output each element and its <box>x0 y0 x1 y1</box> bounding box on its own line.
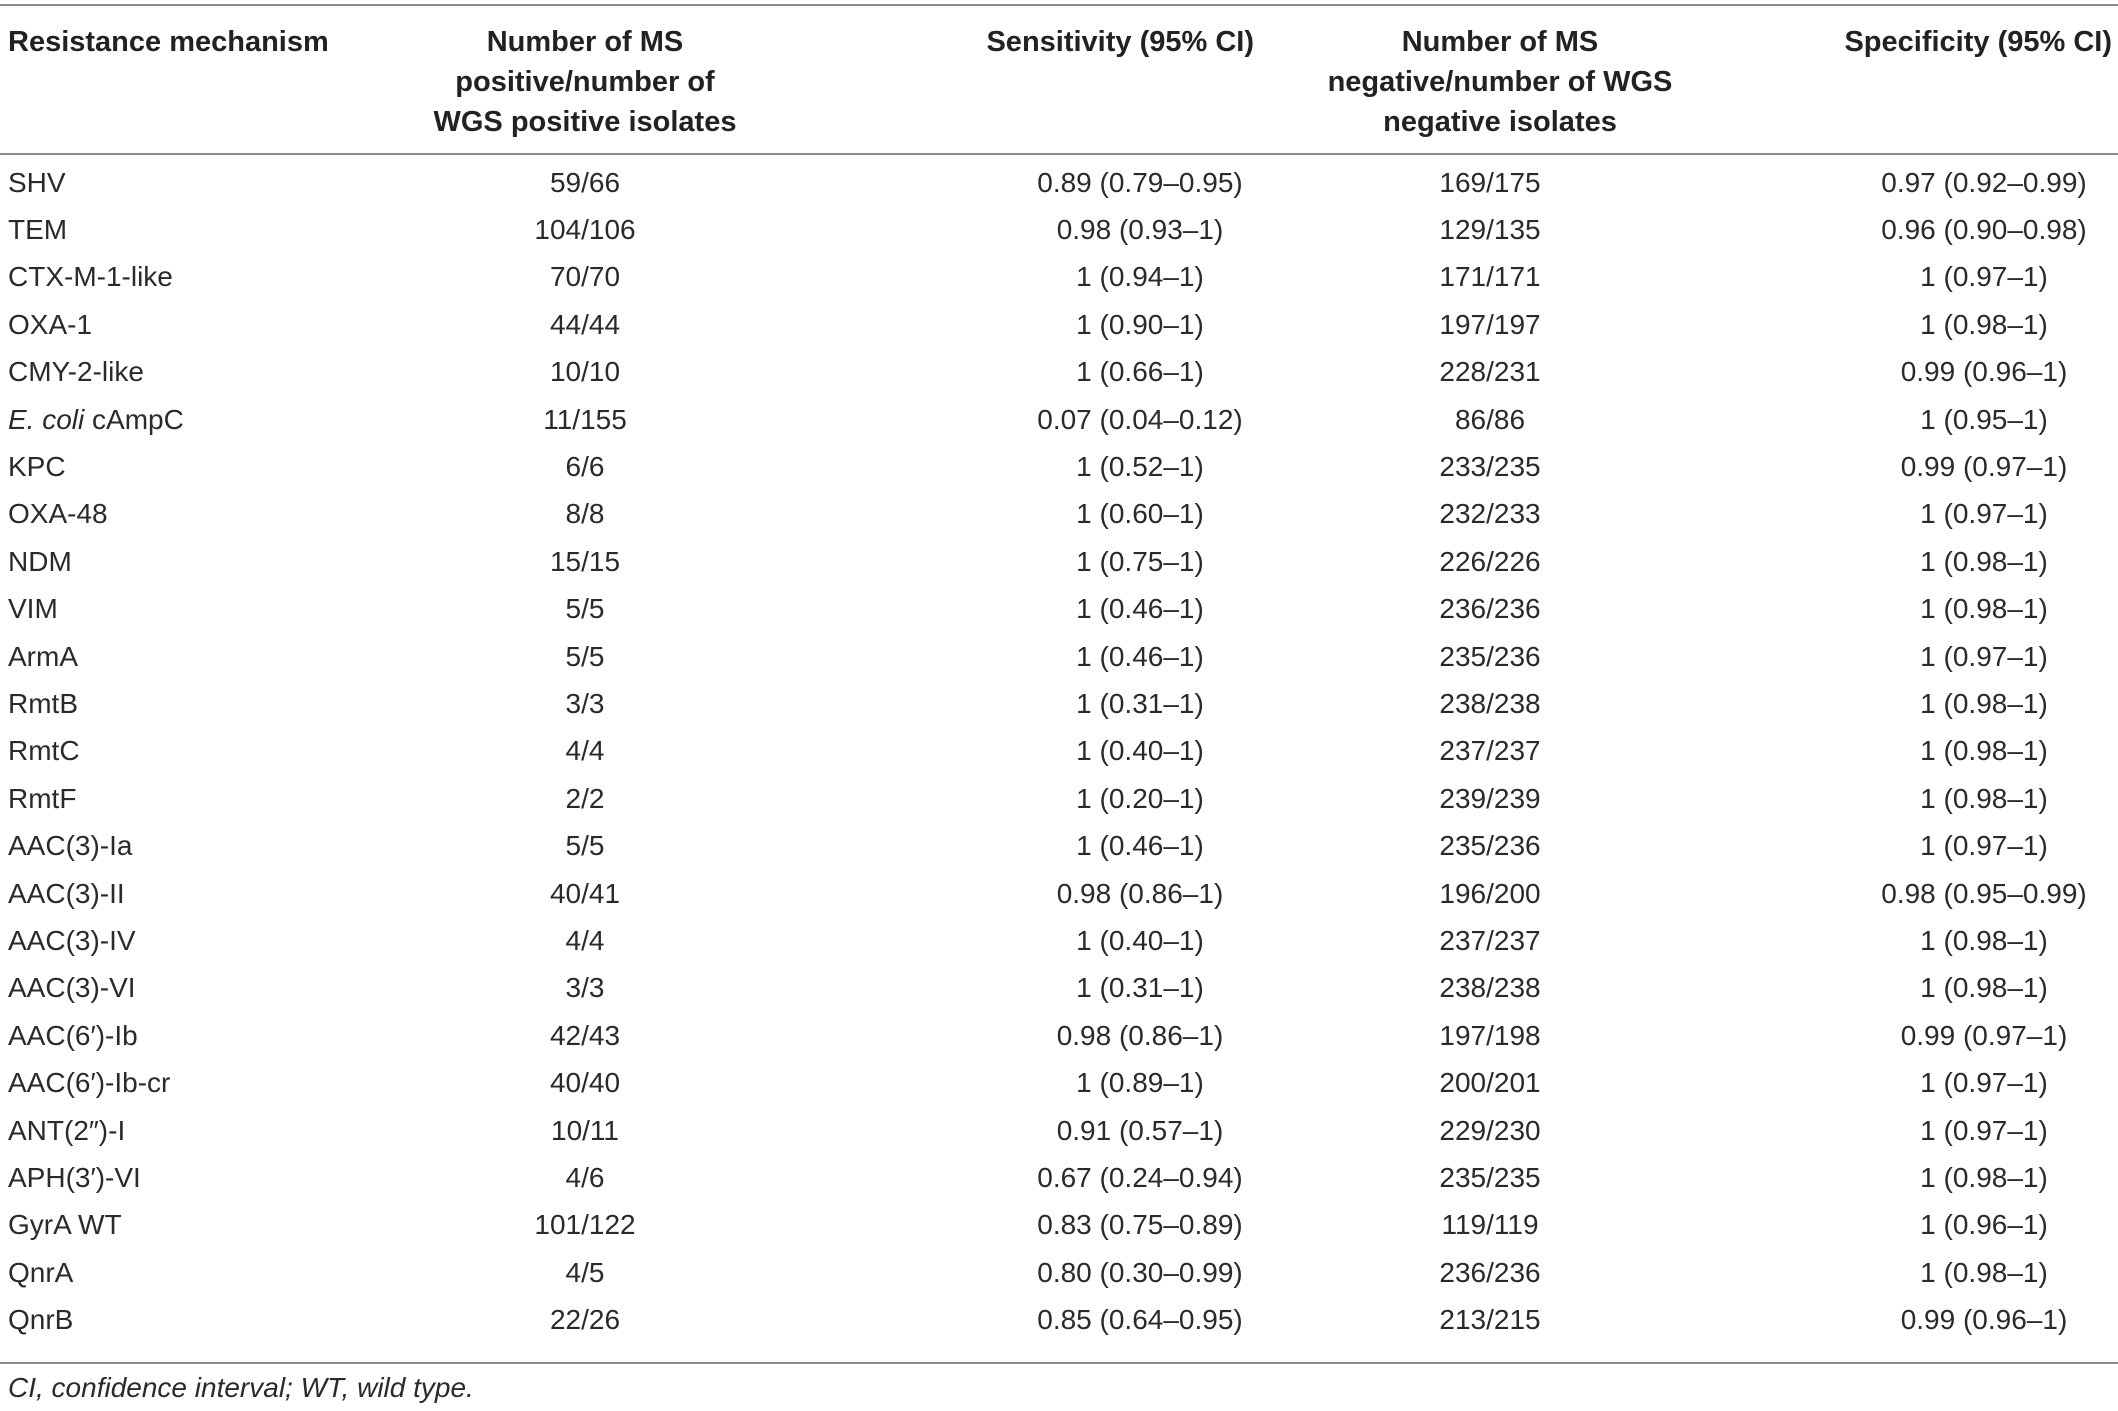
cell-sensitivity <box>830 1296 1260 1343</box>
cell-ms-positive <box>340 917 830 964</box>
cell-specificity <box>1740 443 2118 490</box>
cell-ms-positive <box>340 1249 830 1296</box>
cell-ms-positive <box>340 1154 830 1201</box>
cell-sensitivity-text: 0.85 (0.64–0.95) <box>1037 1304 1243 1336</box>
cell-mechanism: AAC(3)-II <box>8 877 125 909</box>
cell-sensitivity <box>830 1107 1260 1154</box>
cell-mechanism: QnrB <box>8 1304 74 1336</box>
table-row <box>0 1249 2118 1296</box>
cell-sensitivity <box>830 349 1260 396</box>
cell-sensitivity-text: 1 (0.40–1) <box>1076 924 1204 956</box>
header-ms-negative <box>1260 6 1740 153</box>
cell-sensitivity-text: 0.98 (0.86–1) <box>1056 1019 1224 1051</box>
cell-ms-positive <box>340 633 830 680</box>
cell-specificity-text: 1 (0.97–1) <box>1920 640 2048 672</box>
cell-ms-positive-text: 22/26 <box>549 1304 621 1336</box>
cell-ms-negative <box>1260 775 1740 822</box>
cell-specificity <box>1740 153 2118 206</box>
cell-mechanism: QnrA <box>8 1256 74 1288</box>
cell-sensitivity-text: 1 (0.60–1) <box>1076 498 1204 530</box>
cell-sensitivity-text: 1 (0.40–1) <box>1076 735 1204 767</box>
table-row <box>0 1202 2118 1249</box>
cell-ms-positive-text: 4/5 <box>565 1256 605 1288</box>
table-row <box>0 491 2118 538</box>
cell-mechanism: RmtC <box>8 735 80 767</box>
cell-specificity-text: 1 (0.98–1) <box>1920 687 2048 719</box>
cell-sensitivity-text: 1 (0.90–1) <box>1076 308 1204 340</box>
cell-sensitivity <box>830 1154 1260 1201</box>
cell-mechanism: ANT(2″)-I <box>8 1114 126 1146</box>
cell-ms-negative <box>1260 153 1740 206</box>
cell-ms-negative-text: 236/236 <box>1439 1256 1541 1288</box>
cell-specificity <box>1740 1249 2118 1296</box>
cell-specificity-text: 1 (0.97–1) <box>1920 498 2048 530</box>
cell-sensitivity <box>830 491 1260 538</box>
cell-specificity <box>1740 301 2118 348</box>
cell-sensitivity-text: 1 (0.66–1) <box>1076 356 1204 388</box>
cell-ms-negative-text: 129/135 <box>1439 214 1541 246</box>
cell-specificity <box>1740 680 2118 727</box>
cell-ms-positive-text: 104/106 <box>534 214 636 246</box>
cell-ms-positive-text: 3/3 <box>565 972 605 1004</box>
table-row <box>0 1296 2118 1343</box>
cell-mechanism-text: cAmpC <box>92 403 184 435</box>
cell-ms-negative-text: 226/226 <box>1439 545 1541 577</box>
cell-specificity <box>1740 1296 2118 1343</box>
cell-sensitivity-text: 1 (0.31–1) <box>1076 972 1204 1004</box>
cell-sensitivity <box>830 153 1260 206</box>
header-row <box>0 6 2118 153</box>
cell-sensitivity-text: 0.98 (0.93–1) <box>1056 214 1224 246</box>
cell-ms-negative-text: 235/235 <box>1439 1161 1541 1193</box>
table-row <box>0 538 2118 585</box>
cell-sensitivity <box>830 396 1260 443</box>
cell-ms-positive <box>340 153 830 206</box>
cell-specificity <box>1740 538 2118 585</box>
cell-ms-negative-text: 239/239 <box>1439 782 1541 814</box>
cell-ms-positive <box>340 301 830 348</box>
cell-specificity-text: 1 (0.98–1) <box>1920 924 2048 956</box>
cell-ms-negative <box>1260 206 1740 253</box>
cell-specificity-text: 1 (0.98–1) <box>1920 545 2048 577</box>
cell-specificity <box>1740 349 2118 396</box>
cell-specificity <box>1740 728 2118 775</box>
cell-sensitivity <box>830 728 1260 775</box>
cell-ms-positive <box>340 1012 830 1059</box>
table-row <box>0 822 2118 869</box>
table-row <box>0 153 2118 206</box>
cell-ms-negative <box>1260 680 1740 727</box>
cell-sensitivity-text: 0.83 (0.75–0.89) <box>1037 1209 1243 1241</box>
cell-mechanism: ArmA <box>8 640 78 672</box>
cell-ms-negative <box>1260 1249 1740 1296</box>
cell-ms-positive <box>340 349 830 396</box>
cell-sensitivity <box>830 870 1260 917</box>
cell-specificity-text: 1 (0.97–1) <box>1920 830 2048 862</box>
header-specificity: Specificity (95% CI) <box>1844 26 2112 58</box>
table-row <box>0 965 2118 1012</box>
table-footnote: CI, confidence interval; WT, wild type. <box>8 1372 474 1403</box>
cell-specificity <box>1740 1012 2118 1059</box>
cell-sensitivity <box>830 443 1260 490</box>
cell-ms-positive <box>340 965 830 1012</box>
cell-specificity <box>1740 1107 2118 1154</box>
cell-ms-negative-text: 228/231 <box>1439 356 1541 388</box>
table-row <box>0 1107 2118 1154</box>
table-row <box>0 1012 2118 1059</box>
cell-ms-positive-text: 44/44 <box>549 308 621 340</box>
cell-sensitivity-text: 1 (0.94–1) <box>1076 261 1204 293</box>
table-row <box>0 301 2118 348</box>
cell-sensitivity-text: 1 (0.20–1) <box>1076 782 1204 814</box>
cell-sensitivity <box>830 206 1260 253</box>
cell-ms-negative <box>1260 728 1740 775</box>
cell-ms-negative-text: 238/238 <box>1439 687 1541 719</box>
header-ms-positive-text: Number of MS positive/number of WGS positive isolates <box>433 26 737 138</box>
cell-sensitivity <box>830 586 1260 633</box>
cell-ms-positive <box>340 822 830 869</box>
cell-ms-positive-text: 40/41 <box>549 877 621 909</box>
cell-ms-negative-text: 86/86 <box>1454 403 1526 435</box>
cell-mechanism: TEM <box>8 214 68 246</box>
cell-sensitivity-text: 1 (0.46–1) <box>1076 830 1204 862</box>
header-resistance-mechanism: Resistance mechanism <box>8 26 329 58</box>
cell-mechanism: OXA-1 <box>8 308 93 340</box>
table-row <box>0 396 2118 443</box>
cell-sensitivity <box>830 1202 1260 1249</box>
table-row <box>0 586 2118 633</box>
cell-ms-negative <box>1260 870 1740 917</box>
cell-sensitivity-text: 0.91 (0.57–1) <box>1056 1114 1224 1146</box>
cell-mechanism: CTX-M-1-like <box>8 261 173 293</box>
cell-mechanism <box>0 396 340 443</box>
cell-specificity <box>1740 917 2118 964</box>
table-row <box>0 1154 2118 1201</box>
results-table <box>0 6 2118 1344</box>
cell-specificity <box>1740 775 2118 822</box>
cell-ms-negative <box>1260 491 1740 538</box>
cell-ms-negative <box>1260 1202 1740 1249</box>
cell-ms-negative-text: 232/233 <box>1439 498 1541 530</box>
cell-mechanism: AAC(3)-IV <box>8 924 136 956</box>
cell-specificity <box>1740 822 2118 869</box>
cell-ms-negative <box>1260 301 1740 348</box>
table-row <box>0 680 2118 727</box>
cell-mechanism: CMY-2-like <box>8 356 144 388</box>
cell-sensitivity-text: 1 (0.46–1) <box>1076 640 1204 672</box>
cell-ms-negative <box>1260 254 1740 301</box>
cell-ms-positive-text: 101/122 <box>534 1209 636 1241</box>
cell-ms-negative <box>1260 1059 1740 1106</box>
cell-specificity-text: 1 (0.98–1) <box>1920 1161 2048 1193</box>
cell-sensitivity-text: 0.07 (0.04–0.12) <box>1037 403 1243 435</box>
cell-ms-negative <box>1260 822 1740 869</box>
cell-ms-positive <box>340 1296 830 1343</box>
cell-specificity <box>1740 633 2118 680</box>
cell-ms-positive <box>340 538 830 585</box>
cell-ms-positive <box>340 586 830 633</box>
cell-mechanism: AAC(3)-Ia <box>8 830 133 862</box>
cell-ms-positive-text: 4/4 <box>565 735 605 767</box>
cell-specificity-text: 1 (0.96–1) <box>1920 1209 2048 1241</box>
cell-ms-positive-text: 4/6 <box>565 1161 605 1193</box>
cell-ms-positive <box>340 775 830 822</box>
cell-ms-positive-text: 10/11 <box>551 1114 619 1146</box>
cell-ms-positive <box>340 254 830 301</box>
cell-ms-positive-text: 15/15 <box>549 545 621 577</box>
cell-ms-positive-text: 8/8 <box>565 498 605 530</box>
cell-ms-positive <box>340 870 830 917</box>
cell-specificity-text: 0.96 (0.90–0.98) <box>1881 214 2087 246</box>
cell-sensitivity <box>830 680 1260 727</box>
cell-ms-negative <box>1260 1107 1740 1154</box>
cell-ms-positive-text: 2/2 <box>565 782 605 814</box>
cell-specificity-text: 0.98 (0.95–0.99) <box>1881 877 2087 909</box>
cell-ms-positive-text: 4/4 <box>565 924 605 956</box>
cell-ms-negative-text: 229/230 <box>1439 1114 1541 1146</box>
cell-specificity-text: 1 (0.98–1) <box>1920 735 2048 767</box>
cell-ms-negative-text: 237/237 <box>1439 924 1541 956</box>
cell-specificity <box>1740 254 2118 301</box>
cell-specificity <box>1740 586 2118 633</box>
cell-sensitivity-text: 1 (0.31–1) <box>1076 687 1204 719</box>
cell-ms-negative-text: 119/119 <box>1441 1209 1539 1241</box>
cell-ms-negative <box>1260 633 1740 680</box>
cell-sensitivity <box>830 301 1260 348</box>
cell-sensitivity <box>830 965 1260 1012</box>
cell-ms-negative-text: 235/236 <box>1439 640 1541 672</box>
table-row <box>0 443 2118 490</box>
cell-sensitivity-text: 1 (0.89–1) <box>1076 1067 1204 1099</box>
cell-mechanism: AAC(6′)-Ib-cr <box>8 1067 171 1099</box>
cell-ms-negative <box>1260 965 1740 1012</box>
cell-specificity <box>1740 491 2118 538</box>
cell-ms-negative-text: 197/198 <box>1439 1019 1541 1051</box>
header-ms-positive <box>340 6 830 153</box>
cell-sensitivity <box>830 1059 1260 1106</box>
cell-specificity-text: 0.99 (0.96–1) <box>1900 1304 2068 1336</box>
cell-specificity <box>1740 1202 2118 1249</box>
cell-sensitivity <box>830 1249 1260 1296</box>
cell-specificity-text: 1 (0.98–1) <box>1920 593 2048 625</box>
cell-specificity-text: 0.97 (0.92–0.99) <box>1881 166 2087 198</box>
cell-specificity-text: 1 (0.98–1) <box>1920 782 2048 814</box>
cell-specificity-text: 0.99 (0.97–1) <box>1900 451 2068 483</box>
cell-mechanism: RmtB <box>8 687 78 719</box>
cell-ms-positive-text: 6/6 <box>565 451 605 483</box>
cell-ms-negative-text: 169/175 <box>1439 166 1541 198</box>
cell-ms-positive <box>340 206 830 253</box>
cell-ms-positive-text: 5/5 <box>565 830 605 862</box>
cell-specificity <box>1740 206 2118 253</box>
cell-mechanism: NDM <box>8 545 72 577</box>
table-row <box>0 1059 2118 1106</box>
cell-specificity <box>1740 965 2118 1012</box>
cell-sensitivity-text: 0.80 (0.30–0.99) <box>1037 1256 1243 1288</box>
cell-specificity-text: 0.99 (0.96–1) <box>1900 356 2068 388</box>
cell-ms-positive-text: 10/10 <box>549 356 621 388</box>
cell-ms-positive <box>340 1107 830 1154</box>
cell-ms-positive-text: 5/5 <box>565 640 605 672</box>
cell-sensitivity-text: 1 (0.46–1) <box>1076 593 1204 625</box>
cell-sensitivity-text: 1 (0.52–1) <box>1076 451 1204 483</box>
cell-ms-negative-text: 236/236 <box>1439 593 1541 625</box>
cell-ms-negative-text: 235/236 <box>1439 830 1541 862</box>
cell-ms-negative-text: 197/197 <box>1439 308 1541 340</box>
cell-ms-positive <box>340 396 830 443</box>
cell-sensitivity-text: 1 (0.75–1) <box>1076 545 1204 577</box>
cell-ms-negative-text: 213/215 <box>1439 1304 1541 1336</box>
cell-specificity-text: 1 (0.95–1) <box>1920 403 2048 435</box>
cell-ms-positive <box>340 680 830 727</box>
cell-ms-positive-text: 42/43 <box>549 1019 621 1051</box>
cell-specificity-text: 1 (0.97–1) <box>1920 1067 2048 1099</box>
cell-mechanism: RmtF <box>8 782 77 814</box>
table-body <box>0 153 2118 1344</box>
cell-mechanism: OXA-48 <box>8 498 108 530</box>
header-sensitivity: Sensitivity (95% CI) <box>986 26 1254 58</box>
cell-specificity-text: 1 (0.97–1) <box>1920 1114 2048 1146</box>
cell-sensitivity-text: 0.67 (0.24–0.94) <box>1037 1161 1243 1193</box>
table-row <box>0 206 2118 253</box>
cell-ms-positive-text: 11/155 <box>543 403 627 435</box>
cell-ms-negative <box>1260 586 1740 633</box>
cell-specificity-text: 1 (0.98–1) <box>1920 972 2048 1004</box>
cell-sensitivity <box>830 917 1260 964</box>
cell-ms-positive-text: 3/3 <box>565 687 605 719</box>
cell-sensitivity <box>830 775 1260 822</box>
cell-sensitivity <box>830 822 1260 869</box>
cell-sensitivity-text: 0.98 (0.86–1) <box>1056 877 1224 909</box>
cell-ms-negative <box>1260 1296 1740 1343</box>
cell-ms-negative <box>1260 1012 1740 1059</box>
table-row <box>0 633 2118 680</box>
cell-ms-positive-text: 5/5 <box>565 593 605 625</box>
cell-ms-negative <box>1260 538 1740 585</box>
cell-specificity <box>1740 1154 2118 1201</box>
cell-mechanism: AAC(3)-VI <box>8 972 136 1004</box>
cell-ms-positive <box>340 1202 830 1249</box>
table-row <box>0 870 2118 917</box>
cell-ms-negative <box>1260 917 1740 964</box>
table-row <box>0 254 2118 301</box>
cell-mechanism-italic: E. coli <box>8 403 85 435</box>
cell-ms-positive <box>340 728 830 775</box>
cell-specificity <box>1740 1059 2118 1106</box>
cell-ms-positive-text: 70/70 <box>549 261 621 293</box>
table-row <box>0 775 2118 822</box>
cell-sensitivity <box>830 633 1260 680</box>
cell-ms-negative <box>1260 396 1740 443</box>
cell-ms-negative <box>1260 1154 1740 1201</box>
cell-ms-negative-text: 237/237 <box>1439 735 1541 767</box>
cell-sensitivity <box>830 1012 1260 1059</box>
cell-ms-negative-text: 171/171 <box>1439 261 1541 293</box>
cell-mechanism: VIM <box>8 593 58 625</box>
cell-specificity-text: 1 (0.98–1) <box>1920 1256 2048 1288</box>
cell-mechanism: SHV <box>8 166 66 198</box>
cell-ms-negative <box>1260 349 1740 396</box>
cell-sensitivity-text: 0.89 (0.79–0.95) <box>1037 166 1243 198</box>
cell-mechanism: KPC <box>8 451 66 483</box>
cell-ms-positive <box>340 491 830 538</box>
cell-mechanism: APH(3′)-VI <box>8 1161 141 1193</box>
cell-mechanism: GyrA WT <box>8 1209 122 1241</box>
cell-sensitivity <box>830 254 1260 301</box>
cell-ms-negative-text: 200/201 <box>1439 1067 1541 1099</box>
cell-ms-negative-text: 233/235 <box>1439 451 1541 483</box>
cell-ms-positive <box>340 443 830 490</box>
cell-specificity-text: 0.99 (0.97–1) <box>1900 1019 2068 1051</box>
cell-specificity <box>1740 396 2118 443</box>
cell-ms-positive-text: 59/66 <box>549 166 621 198</box>
cell-ms-positive-text: 40/40 <box>549 1067 621 1099</box>
table-row <box>0 917 2118 964</box>
cell-specificity <box>1740 870 2118 917</box>
cell-ms-negative-text: 196/200 <box>1439 877 1541 909</box>
cell-specificity-text: 1 (0.98–1) <box>1920 308 2048 340</box>
cell-ms-negative-text: 238/238 <box>1439 972 1541 1004</box>
table-row <box>0 349 2118 396</box>
header-ms-negative-text: Number of MS negative/number of WGS negative isolates <box>1327 26 1673 138</box>
table-row <box>0 728 2118 775</box>
cell-sensitivity <box>830 538 1260 585</box>
cell-ms-negative <box>1260 443 1740 490</box>
cell-mechanism: AAC(6′)-Ib <box>8 1019 138 1051</box>
cell-specificity-text: 1 (0.97–1) <box>1920 261 2048 293</box>
bottom-rule <box>0 1362 2118 1364</box>
cell-ms-positive <box>340 1059 830 1106</box>
